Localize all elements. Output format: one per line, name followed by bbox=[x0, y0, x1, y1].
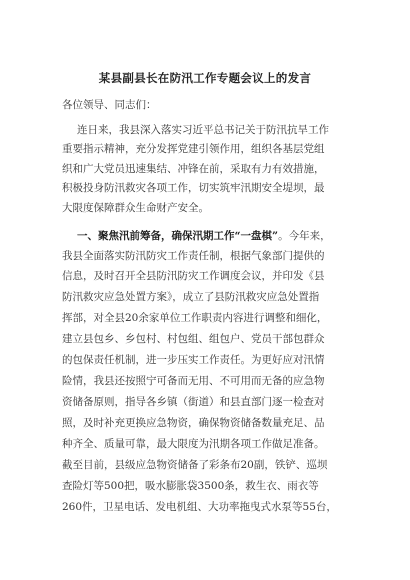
section-heading-continuation: 。今年来， bbox=[278, 230, 331, 242]
body-line: 种齐全、质量可靠，最大限度为汛期各项工作做足准备。 bbox=[62, 438, 325, 450]
body-line: 险情，我县还按照宁可备而无用、不可用而无备的应急物 bbox=[62, 375, 325, 387]
salutation: 各位领导、同志们： bbox=[62, 99, 157, 111]
body-line: 的包保责任机制，进一步压实工作责任。为更好应对汛情 bbox=[62, 354, 325, 366]
body-line: 信息，及时召开全县防汛防灾工作调度会议，并印发《县 bbox=[62, 270, 325, 282]
body-line: 建立县包乡、乡包村、村包组、组包户、党员干部包群众 bbox=[62, 333, 325, 345]
body-line: 截至目前，县级应急物资储备了彩条布20副，铁铲、巡坝 bbox=[62, 459, 328, 471]
body-line: 资储备原则，指导各乡镇（街道）和县直部门逐一检查对 bbox=[62, 396, 325, 408]
body-line: 大限度保障群众生命财产安全。 bbox=[62, 202, 209, 214]
body-line: 照，及时补充更换应急物资，确保物资储备数量充足、品 bbox=[62, 417, 325, 429]
body-line: 连日来，我县深入落实习近平总书记关于防汛抗旱工作 bbox=[77, 124, 329, 136]
body-line: 我县全面落实防汛防灾工作责任制，根据气象部门提供的 bbox=[62, 250, 325, 262]
body-line: 防汛救灾应急处置方案》，成立了县防汛救灾应急处置指 bbox=[62, 291, 320, 303]
body-line: 挥部，对全县20余家单位工作职责内容进行调整和细化， bbox=[62, 312, 328, 324]
section-heading: 一、聚焦汛前筹备，确保汛期工作“一盘棋” bbox=[77, 230, 279, 242]
section-heading-line bbox=[77, 230, 331, 242]
body-line: 重要指示精神，充分发挥党建引领作用，组织各基层党组 bbox=[62, 143, 325, 155]
document-title: 某县副县长在防汛工作专题会议上的发言 bbox=[98, 71, 312, 85]
body-line: 查险灯等500把，吸水膨胀袋3500条，救生衣、雨衣等 bbox=[62, 480, 319, 492]
body-line: 260件，卫星电话、发电机组、大功率拖曳式水泵等55台， bbox=[62, 501, 337, 513]
body-line: 积极投身防汛救灾各项工作，切实筑牢汛期安全堤坝，最 bbox=[62, 182, 325, 194]
body-line: 织和广大党员迅速集结、冲锋在前，采取有力有效措施， bbox=[62, 163, 325, 175]
